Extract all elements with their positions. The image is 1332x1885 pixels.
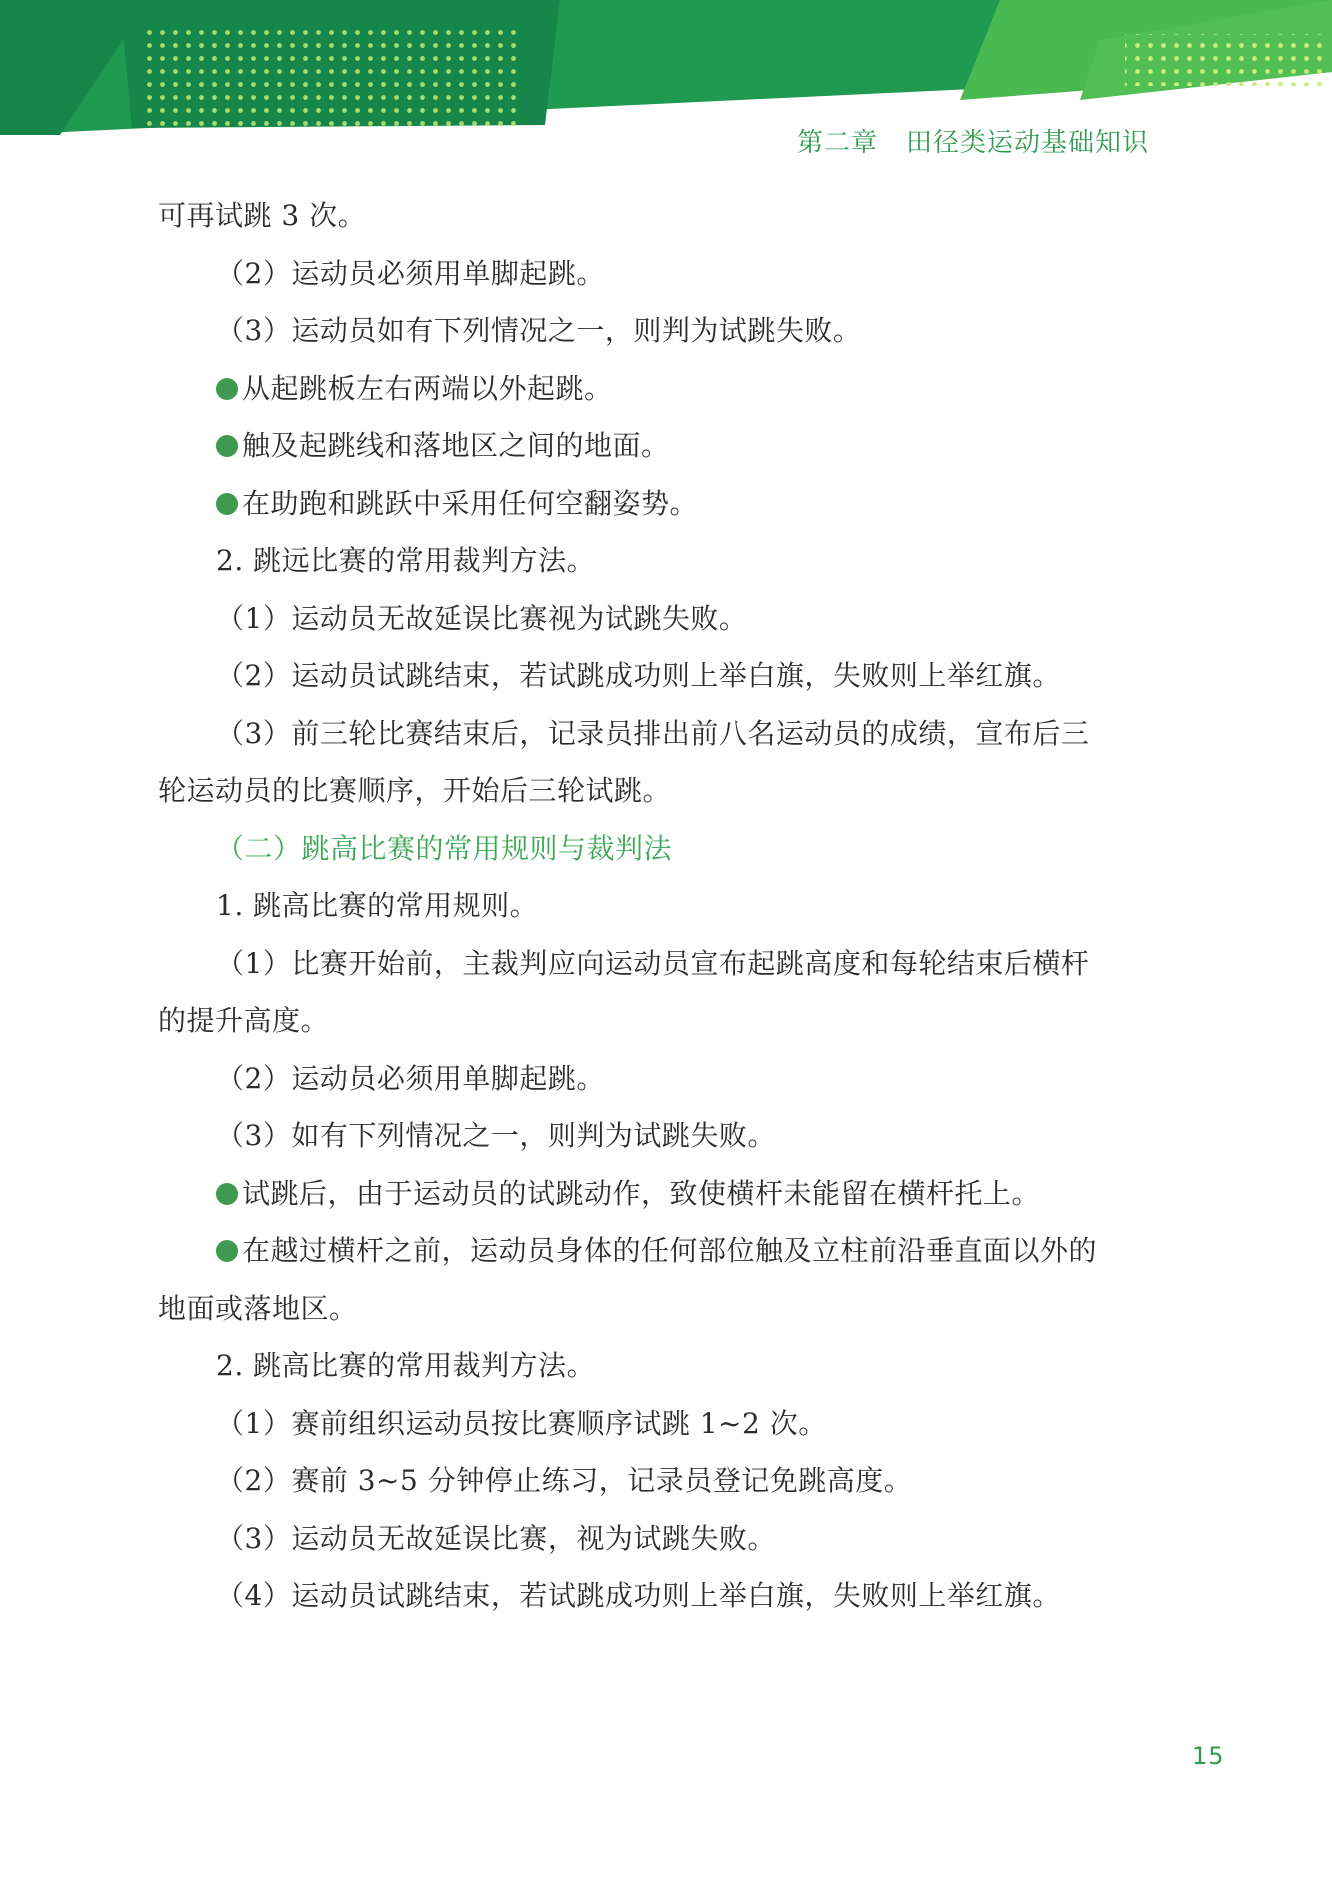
paragraph-line: 地面或落地区。 xyxy=(158,1291,358,1325)
section-heading: （二）跳高比赛的常用规则与裁判法 xyxy=(216,831,673,865)
page-body xyxy=(158,187,1158,1625)
bullet-item: 触及起跳线和落地区之间的地面。 xyxy=(158,417,1158,475)
paragraph-line: 2. 跳远比赛的常用裁判方法。 xyxy=(216,544,596,577)
bullet-item: 试跳后，由于运动员的试跳动作，致使横杆未能留在横杆托上。 xyxy=(158,1165,1158,1223)
paragraph-line: 2. 跳高比赛的常用裁判方法。 xyxy=(216,1349,596,1382)
paragraph-line: （2）赛前 3~5 分钟停止练习，记录员登记免跳高度。 xyxy=(216,1464,913,1497)
paragraph-line: （2）运动员必须用单脚起跳。 xyxy=(216,1061,605,1095)
paragraph-line: （1）运动员无故延误比赛视为试跳失败。 xyxy=(216,601,748,635)
paragraph-line: （3）运动员无故延误比赛，视为试跳失败。 xyxy=(216,1521,776,1555)
paragraph-line: （3）运动员如有下列情况之一，则判为试跳失败。 xyxy=(216,314,862,347)
paragraph-line: （3）如有下列情况之一，则判为试跳失败。 xyxy=(216,1119,776,1152)
page-number: 15 xyxy=(1192,1742,1225,1770)
bullet-dot-icon xyxy=(216,378,238,400)
paragraph-line: 轮运动员的比赛顺序，开始后三轮试跳。 xyxy=(158,774,672,807)
paragraph-line: （1）赛前组织运动员按比赛顺序试跳 1~2 次。 xyxy=(216,1406,827,1440)
paragraph-line: （4）运动员试跳结束，若试跳成功则上举白旗，失败则上举红旗。 xyxy=(216,1579,1061,1612)
chapter-number: 第二章 xyxy=(796,128,878,158)
bullet-dot-icon xyxy=(216,435,238,457)
header-banner xyxy=(0,0,1332,135)
bullet-dot-icon xyxy=(216,1183,238,1205)
chapter-title: 田径类运动基础知识 xyxy=(905,128,1149,158)
bullet-item: 从起跳板左右两端以外起跳。 xyxy=(158,360,1158,418)
paragraph-line: 1. 跳高比赛的常用规则。 xyxy=(216,889,539,922)
bullet-item: 在助跑和跳跃中采用任何空翻姿势。 xyxy=(158,475,1158,533)
paragraph-line: 的提升高度。 xyxy=(158,1004,330,1037)
paragraph-line: 可再试跳 3 次。 xyxy=(158,199,367,232)
bullet-dot-icon xyxy=(216,493,238,515)
paragraph-line: （3）前三轮比赛结束后，记录员排出前八名运动员的成绩，宣布后三 xyxy=(216,716,1090,750)
paragraph-line: （1）比赛开始前，主裁判应向运动员宣布起跳高度和每轮结束后横杆 xyxy=(216,946,1090,980)
bullet-item: 在越过横杆之前，运动员身体的任何部位触及立柱前沿垂直面以外的 xyxy=(158,1222,1158,1280)
chapter-header xyxy=(797,122,1149,159)
paragraph-line: （2）运动员必须用单脚起跳。 xyxy=(216,256,605,290)
paragraph-line: （2）运动员试跳结束，若试跳成功则上举白旗，失败则上举红旗。 xyxy=(216,659,1061,692)
bullet-dot-icon xyxy=(216,1240,238,1262)
